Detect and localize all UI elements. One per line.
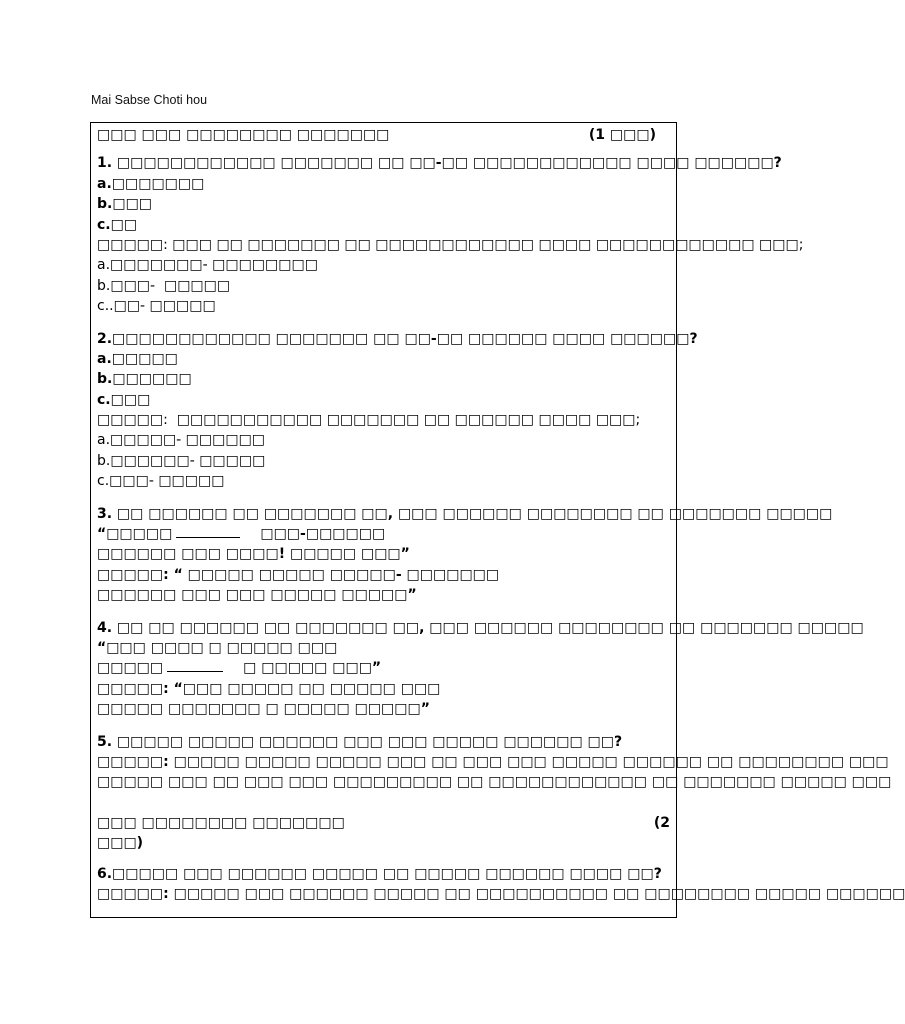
verse-end: □ □□□□□ □□□” [243, 660, 382, 677]
option-a: a.□□□□□□□ [97, 175, 205, 192]
fill-blank [176, 525, 240, 538]
verse-start: □□□□□ [97, 660, 164, 677]
verse-line [97, 658, 670, 678]
section-title: □□□ □□□ □□□□□□□□ □□□□□□□ [97, 127, 390, 143]
answer-item: c.□□□- □□□□□ [97, 473, 225, 490]
document-title: Mai Sabse Choti hou [91, 93, 208, 107]
section-marks: (1 □□□) [588, 127, 656, 143]
option-a: a.□□□□□ [97, 350, 178, 367]
answer-item: b.□□□□□□- □□□□□ [97, 452, 266, 469]
verse-line [97, 524, 670, 544]
answer-6: □□□□□: □□□□□ □□□ □□□□□□ □□□□□ □□ □□□□□□□□□□ □□ □□□□□□□□ □□□□□ □□□□□□ [97, 885, 905, 902]
option-c: c.□□ [97, 216, 138, 233]
question-box [90, 122, 905, 918]
verse-start: “□□□□□ [97, 526, 173, 543]
section-heading-1 [97, 125, 670, 145]
section-heading-2 [97, 813, 670, 833]
option-b: b.□□□□□□ [97, 371, 192, 388]
answer-4: □□□□□: “□□□ □□□□□ □□ □□□□□ □□□ [97, 680, 441, 697]
answer-5: □□□□□: □□□□□ □□□□□ □□□□□ □□□ □□ □□□ □□□ □□□□□ □□□□□□ □□ □□□□□□□□ □□□ [97, 753, 889, 770]
option-c: c.□□□ [97, 391, 151, 408]
verse-end: □□□-□□□□□□ [260, 526, 386, 543]
question-6: 6.□□□□□ □□□ □□□□□□ □□□□□ □□ □□□□□ □□□□□□ □□□□ □□? [97, 865, 662, 882]
answer-item: c..□□- □□□□□ [97, 298, 216, 315]
answer-item: a.□□□□□□□- □□□□□□□□ [97, 257, 318, 274]
verse-line: “□□□ □□□□ □ □□□□□ □□□ [97, 639, 338, 656]
section-title: □□□ □□□□□□□□ □□□□□□□ [97, 814, 345, 831]
fill-blank [167, 659, 223, 672]
section-marks-cont: □□□) [97, 835, 144, 852]
answer-3: □□□□□: “ □□□□□ □□□□□ □□□□□- □□□□□□□ [97, 566, 500, 583]
answer-2: □□□□□: □□□□□□□□□□□ □□□□□□□ □□ □□□□□□ □□□□ □□□; [97, 412, 641, 429]
section-marks: (2 [653, 814, 670, 831]
answer-5-line2: □□□□□ □□□ □□ □□□ □□□ □□□□□□□□□ □□ □□□□□□□□□□□□ □□ □□□□□□□ □□□□□ □□□ [97, 774, 892, 791]
answer-item: a.□□□□□- □□□□□□ [97, 432, 266, 449]
question-4: 4. □□ □□ □□□□□□ □□ □□□□□□□ □□, □□□ □□□□□□ □□□□□□□□ □□ □□□□□□□ □□□□□ [97, 619, 864, 636]
question-1: 1. □□□□□□□□□□□□ □□□□□□□ □□ □□-□□ □□□□□□□□□□□□ □□□□ □□□□□□? [97, 155, 782, 172]
verse-line: □□□□□□ □□□ □□□□! □□□□□ □□□” [97, 546, 410, 563]
question-3: 3. □□ □□□□□□ □□ □□□□□□□ □□, □□□ □□□□□□ □□□□□□□□ □□ □□□□□□□ □□□□□ [97, 505, 833, 522]
question-5: 5. □□□□□ □□□□□ □□□□□□ □□□ □□□ □□□□□ □□□□□□ □□? [97, 733, 623, 750]
answer-4-line2: □□□□□ □□□□□□□ □ □□□□□ □□□□□” [97, 701, 430, 718]
option-b: b.□□□ [97, 196, 153, 213]
answer-item: b.□□□- □□□□□ [97, 277, 231, 294]
answer-3-line2: □□□□□□ □□□ □□□ □□□□□ □□□□□” [97, 587, 417, 604]
question-2: 2.□□□□□□□□□□□□ □□□□□□□ □□ □□-□□ □□□□□□ □□□□ □□□□□□? [97, 330, 698, 347]
answer-1: □□□□□: □□□ □□ □□□□□□□ □□ □□□□□□□□□□□□ □□□□ □□□□□□□□□□□□ □□□; [97, 236, 804, 253]
